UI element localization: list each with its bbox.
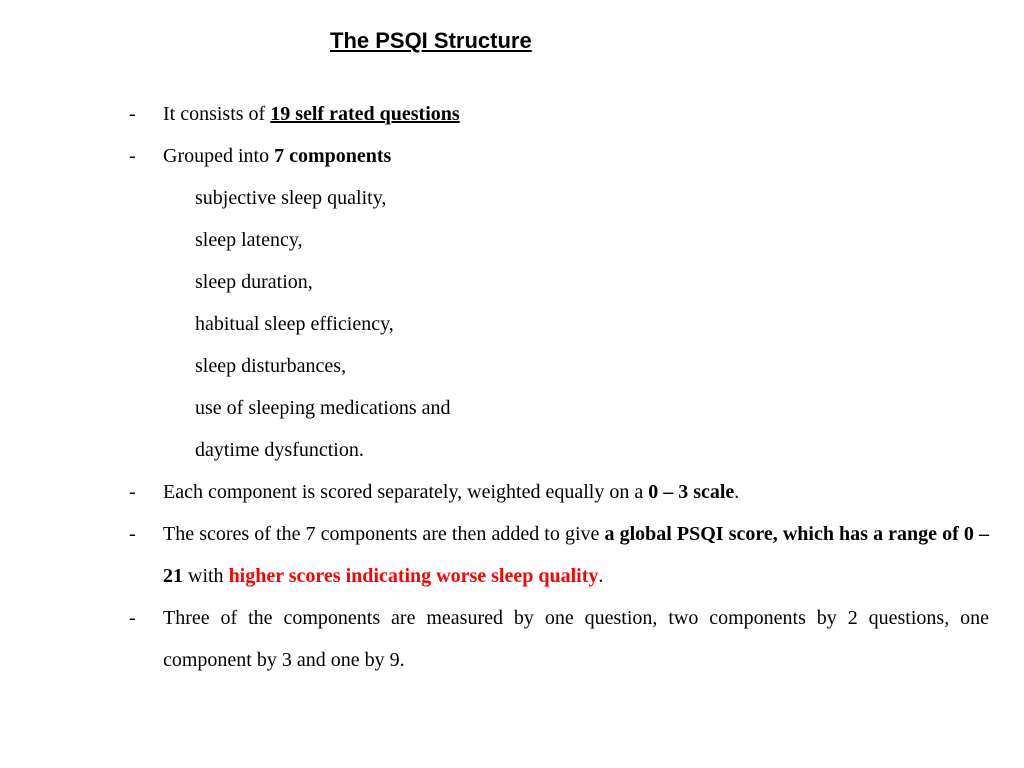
component-item: sleep duration, — [195, 271, 313, 293]
bullet-marker: - — [129, 145, 136, 167]
component-item: use of sleeping medications and — [195, 397, 451, 419]
bullet-marker: - — [129, 103, 136, 125]
bullet-marker: - — [129, 481, 136, 503]
bullet-global-suffix: . — [598, 565, 604, 587]
component-item: subjective sleep quality, — [195, 187, 387, 209]
question-count-emphasis: 19 self rated questions — [270, 103, 460, 125]
bullet-marker: - — [129, 607, 136, 629]
bullet-global-middle: with — [183, 565, 229, 587]
scale-emphasis: 0 – 3 scale — [648, 481, 735, 503]
bullet-components-text: Grouped into — [163, 145, 275, 167]
bullet-questions — [127, 93, 989, 135]
component-list — [127, 177, 989, 471]
bullet-global-score — [127, 513, 989, 597]
bullet-scale-suffix: . — [734, 481, 740, 503]
bullet-scale — [127, 471, 989, 513]
global-score-emphasis: a global PSQI score, which has a range of 0 – 21 — [163, 523, 989, 587]
component-item: daytime dysfunction. — [195, 439, 364, 461]
bullet-measurement-text: Three of the components are measured by one question, two components by 2 questions, one component by 3 and one by 9. — [163, 607, 989, 671]
component-item: sleep latency, — [195, 229, 303, 251]
bullet-measurement — [127, 597, 989, 681]
bullet-marker: - — [129, 523, 136, 545]
component-count-emphasis: 7 components — [274, 145, 392, 167]
slide-content — [127, 93, 989, 681]
page-title: The PSQI Structure — [330, 28, 532, 53]
bullet-questions-text: It consists of — [163, 103, 271, 125]
bullet-global-text: The scores of the 7 components are then added to give — [163, 523, 605, 545]
component-item: habitual sleep efficiency, — [195, 313, 394, 335]
bullet-components — [127, 135, 989, 177]
component-item: sleep disturbances, — [195, 355, 347, 377]
bullet-scale-text: Each component is scored separately, weighted equally on a — [163, 481, 649, 503]
worse-sleep-quality-highlight: higher scores indicating worse sleep quality — [228, 565, 599, 587]
